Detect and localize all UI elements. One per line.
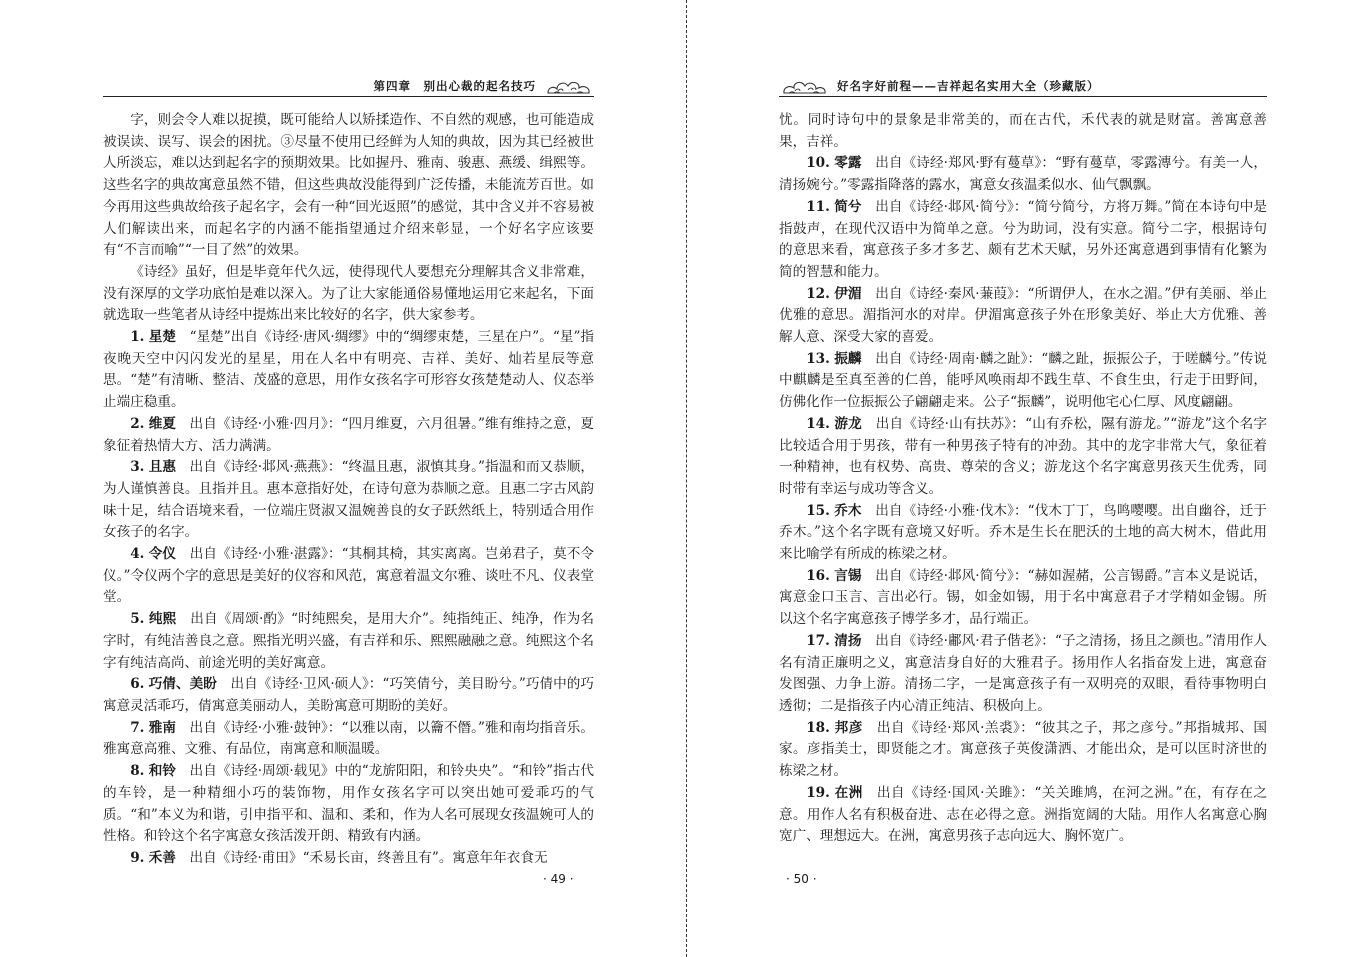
- left-running-header: [103, 78, 594, 97]
- entry-number: 8.: [130, 763, 145, 780]
- name-entry: [779, 501, 1267, 566]
- entry-number: 7.: [130, 719, 145, 736]
- entry-title: 纯熙: [148, 611, 177, 628]
- name-entry: [779, 414, 1267, 501]
- name-entry: [779, 566, 1267, 631]
- name-entry: [779, 197, 1267, 284]
- body-paragraph: [779, 110, 1267, 153]
- name-entry: [779, 783, 1267, 848]
- cloud-ornament-icon: [544, 78, 594, 96]
- paragraph-text: 出自《诗经·邶风·燕燕》：“终温且惠，淑慎其身。”指温和而又恭顺，为人谨慎善良。且指并且。惠本意指好处，在诗句意为恭顺之意。且惠二字古风韵味十足，结合语境来看，一位端庄贤淑又温婉善良的女子跃然纸上，特别适合用作女孩子的名字。: [103, 459, 594, 541]
- entry-title: 和铃: [148, 763, 176, 780]
- right-header-text: 好名字好前程——吉祥起名实用大全（珍藏版）: [837, 79, 1100, 93]
- entry-number: 4.: [130, 546, 145, 563]
- entry-title: 雅南: [148, 719, 177, 736]
- entry-number: 11.: [806, 198, 830, 215]
- right-page-number: · 50 ·: [786, 872, 817, 886]
- entry-title: 巧倩、美盼: [148, 676, 217, 693]
- entry-title: 零露: [834, 155, 862, 172]
- paragraph-text: 出自《诗经·郑风·羔裘》：“彼其之子，邦之彦兮。”邦指城邦、国家。彦指美士，即贤能之才。寓意孩子英俊潇洒、才能出众，是可以匡时济世的栋梁之材。: [779, 719, 1267, 780]
- entry-number: 2.: [130, 415, 145, 432]
- name-entry: [103, 544, 594, 609]
- paragraph-text: 出自《诗经·郑风·野有蔓草》：“野有蔓草，零露漙兮。有美一人，清扬婉兮。”零露指降落的露水，寓意女孩温柔似水、仙气飘飘。: [779, 155, 1267, 194]
- entry-number: 5.: [130, 611, 145, 628]
- paragraph-text: 忧。同时诗句中的景象是非常美的，而在古代，禾代表的就是财富。善寓意善果，吉祥。: [779, 112, 1267, 150]
- paragraph-text: 出自《诗经·小雅·四月》：“四月维夏，六月徂暑。”维有维持之意，夏象征着热情大方、活力满满。: [103, 415, 594, 454]
- paragraph-text: 出自《诗经·国风·关雎》：“关关雎鸠，在河之洲。”在，有存在之意。用作人名有积极奋进、志在必得之意。洲指宽阔的大陆。用作人名寓意心胸宽广、理想远大。在洲，寓意男孩子志向远大、胸怀宽广。: [779, 784, 1267, 845]
- name-entry: [103, 457, 594, 544]
- right-page-body: [779, 110, 1267, 870]
- entry-number: 15.: [806, 502, 830, 519]
- body-paragraph: [103, 110, 594, 262]
- name-entry: [779, 631, 1267, 718]
- paragraph-text: 出自《诗经·秦风·蒹葭》：“所谓伊人，在水之湄。”伊有美丽、举止优雅的意思。湄指河水的对岸。伊湄寓意孩子外在形象美好、举止大方优雅、善解人意、深受大家的喜爱。: [779, 285, 1267, 346]
- left-header-text: 第四章 别出心裁的起名技巧: [373, 79, 536, 93]
- right-page: [686, 0, 1371, 957]
- paragraph-text: 出自《诗经·卫风·硕人》：“巧笑倩兮，美目盼兮。”巧倩中的巧寓意灵活乖巧，倩寓意美丽动人，美盼寓意可期盼的美好。: [103, 676, 594, 714]
- left-page-number: · 49 ·: [543, 872, 574, 886]
- entry-number: 6.: [130, 676, 145, 693]
- entry-number: 12.: [806, 285, 830, 302]
- entry-title: 简兮: [834, 198, 862, 215]
- entry-number: 17.: [806, 632, 830, 649]
- entry-number: 13.: [806, 350, 830, 367]
- name-entry: [779, 284, 1267, 349]
- entry-title: 且惠: [148, 459, 177, 476]
- name-entry: [103, 848, 594, 870]
- entry-title: 游龙: [834, 415, 862, 432]
- entry-number: 3.: [130, 459, 145, 476]
- name-entry: [779, 153, 1267, 196]
- name-entry: [103, 327, 594, 414]
- paragraph-text: 出自《诗经·小雅·伐木》：“伐木丁丁，鸟鸣嘤嘤。出自幽谷，迁于乔木。”这个名字既有意境又好听。乔木是生长在肥沃的土地的高大树木，借此用来比喻学有所成的栋梁之材。: [779, 502, 1267, 563]
- name-entry: [103, 609, 594, 674]
- paragraph-text: 出自《诗经·鄘风·君子偕老》：“子之清扬，扬且之颜也。”清用作人名有清正廉明之义，寓意洁身自好的大雅君子。扬用作人名指奋发上进，寓意奋发图强、力争上游。清扬二字，一是寓意孩子有一双明亮的双眼，看待事物明白透彻；二是指孩子内心清正纯洁、积极向上。: [779, 632, 1267, 714]
- entry-title: 振麟: [834, 350, 862, 367]
- right-running-header: [779, 78, 1267, 97]
- name-entry: [779, 718, 1267, 783]
- paragraph-text: 字，则会令人难以捉摸，既可能给人以矫揉造作、不自然的观感，也可能造成被误读、误写、误会的困扰。③尽量不使用已经鲜为人知的典故，因为其已经被世人所淡忘，难以达到起名字的预期效果。比如握丹、雅南、骏惠、燕缓、缉熙等。这些名字的典故寓意虽然不错，但这些典故没能得到广泛传播，未能流芳百世。如今再用这些典故给孩子起名字，会有一种“回光返照”的感觉，其中含义并不容易被人们解读出来，而起名字的内涵不能指望通过介绍来彰显，一个好名字应该要有“不言而喻”“一目了然”的效果。: [103, 112, 594, 259]
- entry-number: 16.: [806, 567, 830, 584]
- paragraph-text: 出自《诗经·邶风·简兮》：“简兮简兮，方将万舞。”简在本诗句中是指鼓声，在现代汉语中为简单之意。兮为助词，没有实意。简兮二字，根据诗句的意思来看，寓意孩子多才多艺、颇有艺术天赋，另外还寓意遇到事情有化繁为简的智慧和能力。: [779, 198, 1267, 280]
- paragraph-text: 《诗经》虽好，但是毕竟年代久远，使得现代人要想充分理解其含义非常难，没有深厚的文学功底怕是难以深入。为了让大家能通俗易懂地运用它来起名，下面就选取一些笔者从诗经中提炼出来比较好的名字，供大家参考。: [103, 263, 594, 324]
- entry-title: 在洲: [834, 784, 863, 801]
- entry-number: 19.: [806, 784, 830, 801]
- left-page-body: [103, 110, 594, 870]
- entry-title: 清扬: [834, 632, 862, 649]
- entry-title: 维夏: [148, 415, 177, 432]
- body-paragraph: [103, 262, 594, 327]
- cloud-ornament-icon: [779, 78, 829, 96]
- entry-title: 星楚: [148, 329, 176, 346]
- paragraph-text: 出自《诗经·周颂·载见》中的“龙旂阳阳，和铃央央”。“和铃”指古代的车铃，是一种精细小巧的装饰物，用作女孩名字可以突出她可爱乖巧的气质。“和”本义为和谐，引申指平和、温和、柔和，作为人名可展现女孩温婉可人的性格。和铃这个名字寓意女孩活泼开朗、精致有内涵。: [103, 763, 594, 845]
- name-entry: [103, 761, 594, 848]
- paragraph-text: 出自《诗经·山有扶苏》：“山有乔松，隰有游龙。”“游龙”这个名字比较适合用于男孩，带有一种男孩子特有的冲劲。其中的龙字非常大气，象征着一种精神，也有权势、高贵、尊荣的含义；游龙这个名字寓意男孩天生优秀，同时带有幸运与成功等含义。: [779, 415, 1267, 497]
- entry-title: 邦彦: [834, 719, 863, 736]
- paragraph-text: “星楚”出自《诗经·唐风·绸缪》中的“绸缪束楚，三星在户”。“星”指夜晚天空中闪闪发光的星星，用在人名中有明亮、吉祥、美好、灿若星辰等意思。“楚”有清晰、整洁、茂盛的意思，用作女孩名字可形容女孩楚楚动人、仪态举止端庄稳重。: [103, 329, 594, 411]
- entry-title: 禾善: [148, 849, 176, 866]
- entry-title: 乔木: [834, 502, 862, 519]
- entry-number: 14.: [806, 415, 830, 432]
- entry-title: 言锡: [834, 567, 862, 584]
- name-entry: [103, 674, 594, 717]
- entry-number: 1.: [130, 329, 145, 346]
- name-entry: [779, 349, 1267, 414]
- name-entry: [103, 718, 594, 761]
- entry-number: 10.: [806, 155, 830, 172]
- paragraph-text: 出自《诗经·周南·麟之趾》：“麟之趾，振振公子，于嗟麟兮。”传说中麒麟是至真至善的仁兽，能呼风唤雨却不践生草、不食生虫，行走于田野间，仿佛化作一位振振公子翩翩走来。公子“振麟”，说明他宅心仁厚、风度翩翩。: [779, 350, 1267, 411]
- paragraph-text: 出自《诗经·邶风·简兮》：“赫如渥赭，公言锡爵。”言本义是说话，寓意金口玉言、言出必行。锡，如金如锡，用于名中寓意君子才学精如金锡。所以这个名字寓意孩子博学多才，品行端正。: [779, 567, 1267, 628]
- paragraph-text: 出自《诗经·小雅·鼓钟》：“以雅以南，以籥不僭。”雅和南均指音乐。雅寓意高雅、文雅、有品位，南寓意和顺温暖。: [103, 719, 594, 758]
- paragraph-text: 出自《诗经·甫田》“禾易长亩，终善且有”。寓意年年衣食无: [189, 849, 548, 866]
- entry-number: 9.: [130, 849, 145, 866]
- paragraph-text: 出自《周颂·酌》“时纯熙矣，是用大介”。纯指纯正、纯净，作为名字时，有纯洁善良之意。熙指光明兴盛，有吉祥和乐、熙熙融融之意。纯熙这个名字有纯洁高尚、前途光明的美好寓意。: [103, 611, 594, 671]
- entry-title: 伊湄: [834, 285, 862, 302]
- paragraph-text: 出自《诗经·小雅·湛露》：“其桐其椅，其实离离。岂弟君子，莫不令仪。”令仪两个字的意思是美好的仪容和风范，寓意着温文尔雅、谈吐不凡、仪表堂堂。: [103, 546, 594, 606]
- name-entry: [103, 414, 594, 457]
- entry-number: 18.: [806, 719, 830, 736]
- entry-title: 令仪: [148, 546, 177, 563]
